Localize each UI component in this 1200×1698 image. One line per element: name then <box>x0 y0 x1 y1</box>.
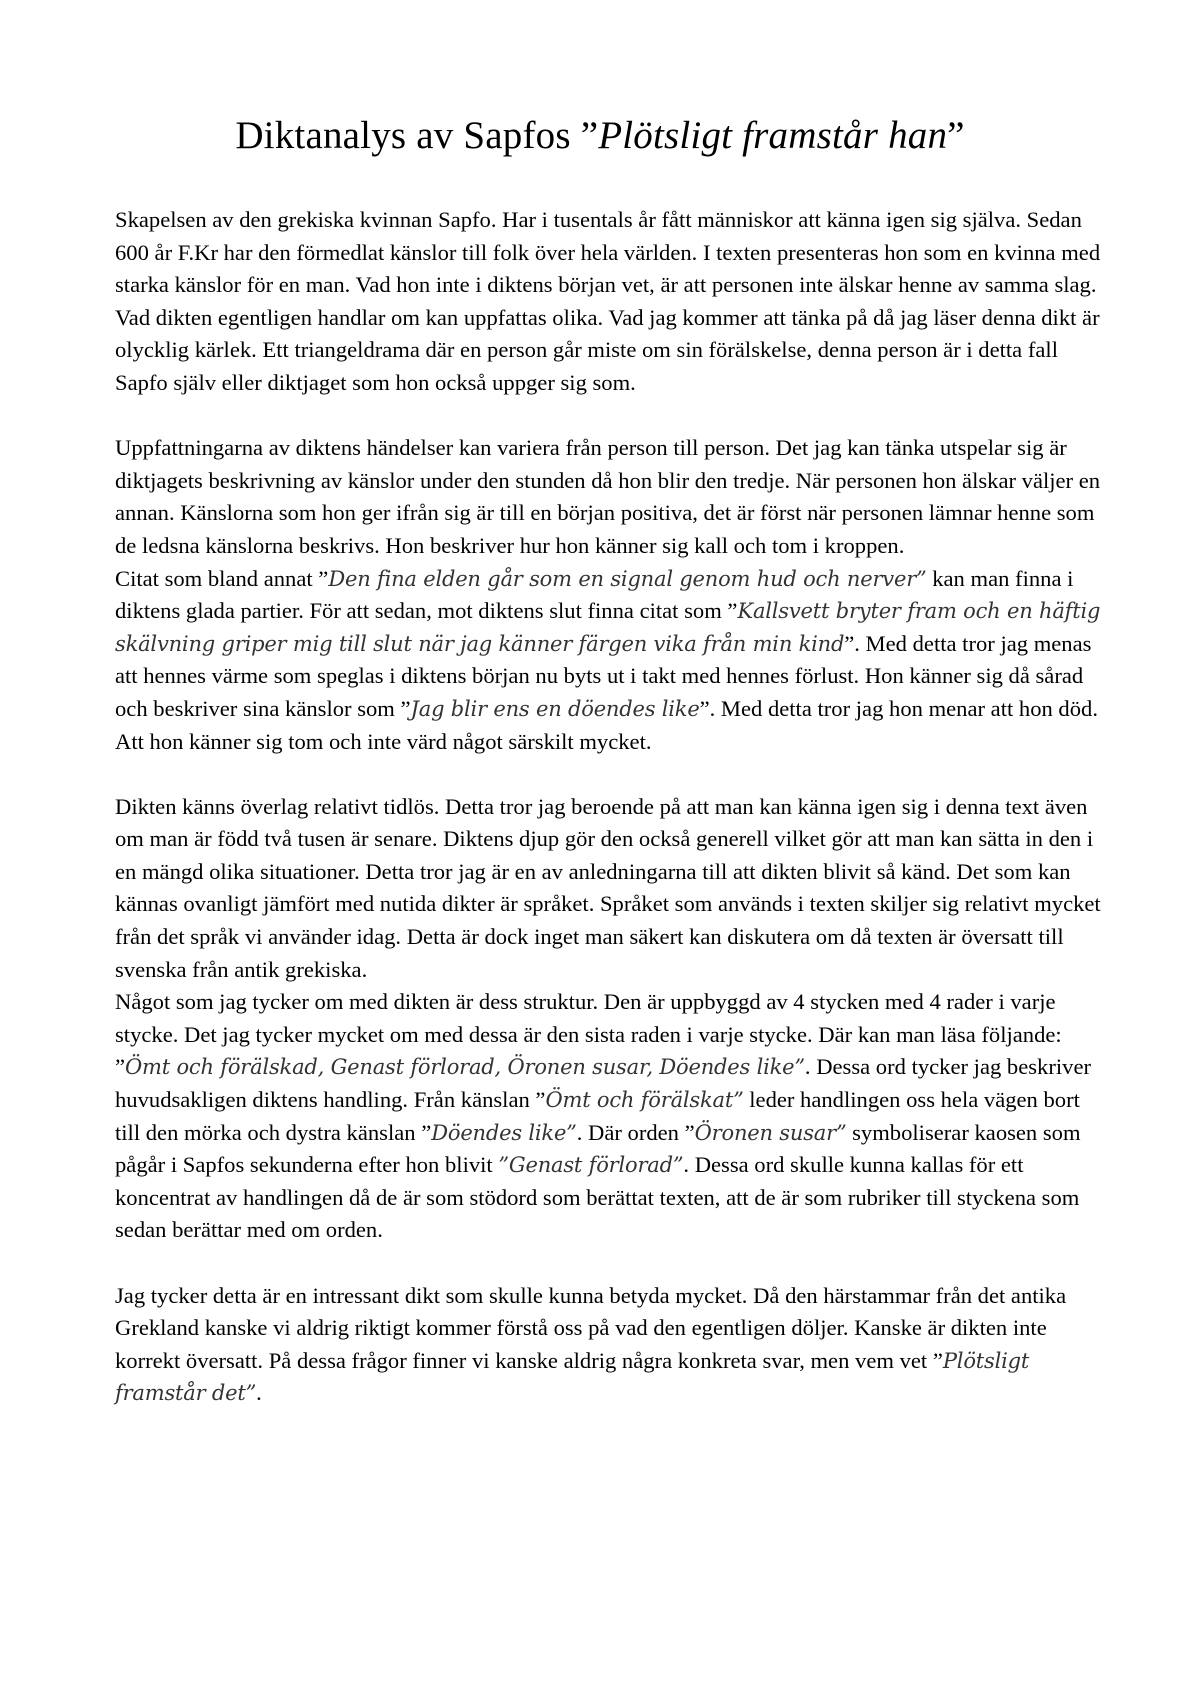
body-text: Citat som bland annat ” <box>115 565 329 591</box>
quote-text: Öronen susar” <box>694 1120 847 1145</box>
document-body <box>115 204 1105 1410</box>
paragraph-interpretation <box>115 432 1105 562</box>
body-text: symboliserar kaosen som pågår i Sapfos sekunderna efter hon blivit <box>115 1119 1081 1178</box>
quote-text: Plötsligt framstår det” <box>115 1348 1030 1406</box>
quote-text: Jag blir ens en döendes like <box>410 696 700 721</box>
document-title <box>0 112 1200 160</box>
paragraph-structure <box>115 986 1105 1247</box>
body-text: Uppfattningarna av diktens händelser kan variera från person till person. Det jag kan tänka utspelar sig är diktjagets beskrivning av känslor under den stunden då hon blir den tredje. När personen hon älskar väljer en annan. Känslorna som hon ger ifrån sig är till en början positiva, det är först när personen lämnar henne som de ledsna känslorna beskrivs. Hon beskriver hur hon känner sig kall och tom i kroppen. <box>115 435 1101 558</box>
body-text: kan man finna i diktens glada partier. För att sedan, mot diktens slut finna citat som ” <box>115 565 1074 624</box>
body-text: . Dessa ord skulle kunna kallas för ett koncentrat av handlingen då de är som stödord som berättat texten, att de är som rubriker till styckena som sedan berättar med om orden. <box>115 1152 1080 1243</box>
body-text: ”. Med detta tror jag menas att hennes värme som speglas i diktens början nu byts ut i takt med hennes förlust. Hon känner sig då sårad och beskriver sina känslor som ” <box>115 630 1092 721</box>
quote-text: Döendes like” <box>431 1120 577 1145</box>
body-text: leder handlingen oss hela vägen bort till den mörka och dystra känslan ” <box>115 1087 1080 1145</box>
body-text: . Där orden ” <box>576 1119 695 1145</box>
body-text: Skapelsen av den grekiska kvinnan Sapfo. Har i tusentals år fått människor att känna igen sig själva. Sedan 600 år F.Kr har den förmedlat känslor till folk över hela världen. I texten presenteras hon som en kvinna med starka känslor för en man. Vad hon inte i diktens början vet, är att personen inte älskar henne av samma slag. Vad dikten egentligen handlar om kan uppfattas olika. Vad jag kommer att tänka på då jag läser denna dikt är olycklig kärlek. Ett triangeldrama där en person går miste om sin förälskelse, denna person är i detta fall Sapfo själv eller diktjaget som hon också uppger sig som. <box>115 207 1101 395</box>
paragraph-timelessness <box>115 791 1105 987</box>
body-text: . <box>256 1380 262 1406</box>
quote-text: Ömt och förälskat” <box>545 1088 744 1113</box>
quote-text: Kallsvett bryter fram och en häftig skälvning griper mig till slut när jag känner färgen vika från min kind <box>115 599 1101 656</box>
paragraph-conclusion <box>115 1280 1105 1410</box>
paragraph-quotes <box>115 563 1105 759</box>
body-text: Dikten känns överlag relativt tidlös. Detta tror jag beroende på att man kan känna igen sig i denna text även om man är född två tusen är senare. Diktens djup gör den också generell vilket gör att man kan sätta in den i en mängd olika situationer. Detta tror jag är en av anledningarna till att dikten blivit så känd. Det som kan kännas ovanligt jämfört med nutida dikter är språket. Språket som används i texten skiljer sig relativt mycket från det språk vi använder idag. Detta är dock inget man säkert kan diskutera om då texten är översatt till svenska från antik grekiska. <box>115 793 1101 982</box>
body-text: Något som jag tycker om med dikten är dess struktur. Den är uppbyggd av 4 stycken med 4 rader i varje stycke. Det jag tycker mycket om med dessa är den sista raden i varje stycke. Där kan man läsa följande: ” <box>115 989 1062 1080</box>
title-plain: Diktanalys av Sapfos ” <box>235 114 599 157</box>
body-text: . Dessa ord tycker jag beskriver huvudsakligen diktens handling. Från känslan ” <box>115 1054 1091 1113</box>
quote-text: Ömt och förälskad, Genast förlorad, Öronen susar, Döendes like” <box>125 1055 805 1080</box>
quote-text: Den fina elden går som en signal genom hud och nerver” <box>328 566 927 591</box>
paragraph-intro <box>115 204 1105 400</box>
title-italic: Plötsligt framstår han <box>598 114 948 157</box>
body-text: ”. Med detta tror jag hon menar att hon död. Att hon känner sig tom och inte värd något särskilt mycket. <box>115 695 1098 754</box>
body-text: Jag tycker detta är en intressant dikt som skulle kunna betyda mycket. Då den härstammar från det antika Grekland kanske vi aldrig riktigt kommer förstå oss på vad den egentligen döljer. Kanske är dikten inte korrekt översatt. På dessa frågor finner vi kanske aldrig några konkreta svar, men vem vet ” <box>115 1282 1067 1373</box>
title-end: ” <box>947 114 965 157</box>
quote-text: ”Genast förlorad” <box>498 1153 684 1178</box>
